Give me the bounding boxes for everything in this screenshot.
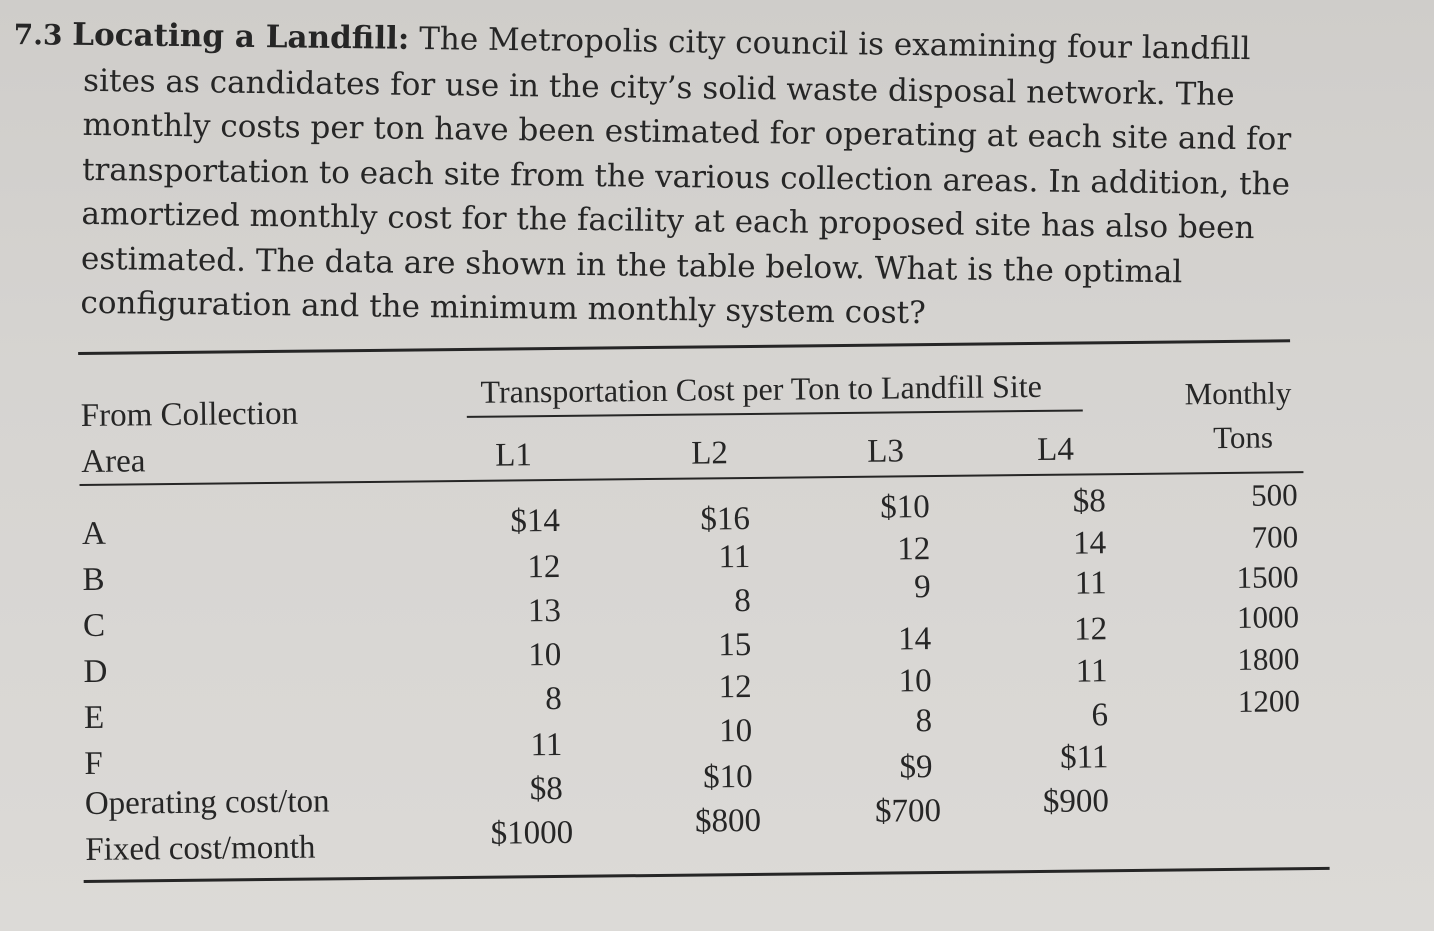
fixed-cost-l2: $800 (694, 802, 762, 840)
cost-a-l3: $10 (880, 489, 930, 526)
operating-cost-label: Operating cost/ton (84, 783, 330, 822)
row-label-a: A (81, 515, 107, 552)
header-area: Area (81, 443, 146, 480)
cost-c-l4: 11 (1074, 565, 1107, 602)
operating-cost-l1: $8 (529, 770, 563, 808)
problem-statement (10, 12, 1304, 340)
cost-c-l2: 8 (734, 582, 751, 620)
header-from-collection: From Collection (80, 395, 299, 434)
fixed-cost-label: Fixed cost/month (85, 829, 316, 868)
cost-a-l2: $16 (700, 500, 751, 538)
tons-e: 1800 (1237, 641, 1300, 677)
cost-b-l4: 14 (1072, 525, 1107, 562)
fixed-cost-l4: $900 (1042, 783, 1110, 820)
row-label-f: F (84, 745, 103, 782)
row-label-c: C (82, 607, 106, 644)
column-header-l1: L1 (495, 437, 533, 474)
header-monthly: Monthly (1184, 375, 1292, 412)
cost-c-l1: 13 (527, 592, 562, 630)
cost-d-l3: 14 (897, 621, 932, 658)
problem-text: The Metropolis city council is examining four landfill sites as candidates for use in the city’s solid waste disposal network. The monthly costs per ton have been estimated for operating at each site and for transportation to each site from the various collection areas. In addition, the amortized monthly cost for the facility at each proposed site has also been estimated. The data are shown in the table below. What is the optimal configuration and the minimum monthly system cost? (80, 20, 1292, 332)
column-header-l4: L4 (1037, 431, 1075, 468)
header-tons: Tons (1212, 419, 1274, 456)
tons-a: 500 (1251, 477, 1298, 513)
header-span-rule (467, 409, 1083, 417)
tons-f: 1200 (1237, 683, 1301, 719)
fixed-cost-l1: $1000 (490, 814, 574, 852)
cost-e-l3: 10 (898, 663, 932, 700)
cost-d-l1: 10 (528, 636, 562, 674)
cost-e-l1: 8 (545, 680, 562, 718)
row-label-b: B (82, 561, 105, 598)
cost-b-l3: 12 (897, 531, 931, 568)
landfill-cost-table (78, 327, 1344, 900)
cost-f-l1: 11 (530, 726, 563, 764)
cost-a-l4: $8 (1072, 483, 1106, 520)
cost-b-l2: 11 (718, 538, 751, 576)
table-top-rule (78, 339, 1290, 355)
operating-cost-l2: $10 (702, 758, 753, 796)
operating-cost-l3: $9 (899, 749, 933, 786)
cost-e-l2: 12 (718, 668, 752, 706)
cost-f-l2: 10 (718, 712, 753, 750)
cost-b-l1: 12 (527, 548, 561, 586)
fixed-cost-l3: $700 (874, 792, 942, 830)
tons-d: 1000 (1236, 599, 1300, 635)
row-label-d: D (83, 653, 108, 690)
row-label-e: E (83, 699, 105, 736)
cost-a-l1: $14 (510, 502, 561, 540)
cost-c-l3: 9 (913, 569, 931, 606)
header-bottom-rule (80, 471, 1304, 486)
header-transportation-cost: Transportation Cost per Ton to Landfill Site (480, 367, 1043, 410)
cost-e-l4: 11 (1075, 653, 1108, 690)
problem-number: 7.3 (13, 17, 63, 52)
cost-d-l4: 12 (1073, 611, 1108, 648)
cost-f-l3: 8 (915, 703, 933, 740)
cost-d-l2: 15 (718, 626, 752, 664)
problem-paragraph (10, 12, 1304, 340)
table-bottom-rule (84, 867, 1330, 883)
column-header-l3: L3 (867, 433, 905, 470)
operating-cost-l4: $11 (1059, 739, 1109, 776)
tons-c: 1500 (1236, 559, 1299, 595)
tons-b: 700 (1251, 519, 1299, 555)
cost-f-l4: 6 (1091, 697, 1109, 734)
column-header-l2: L2 (691, 435, 729, 472)
problem-title: Locating a Landfill: (72, 16, 410, 57)
